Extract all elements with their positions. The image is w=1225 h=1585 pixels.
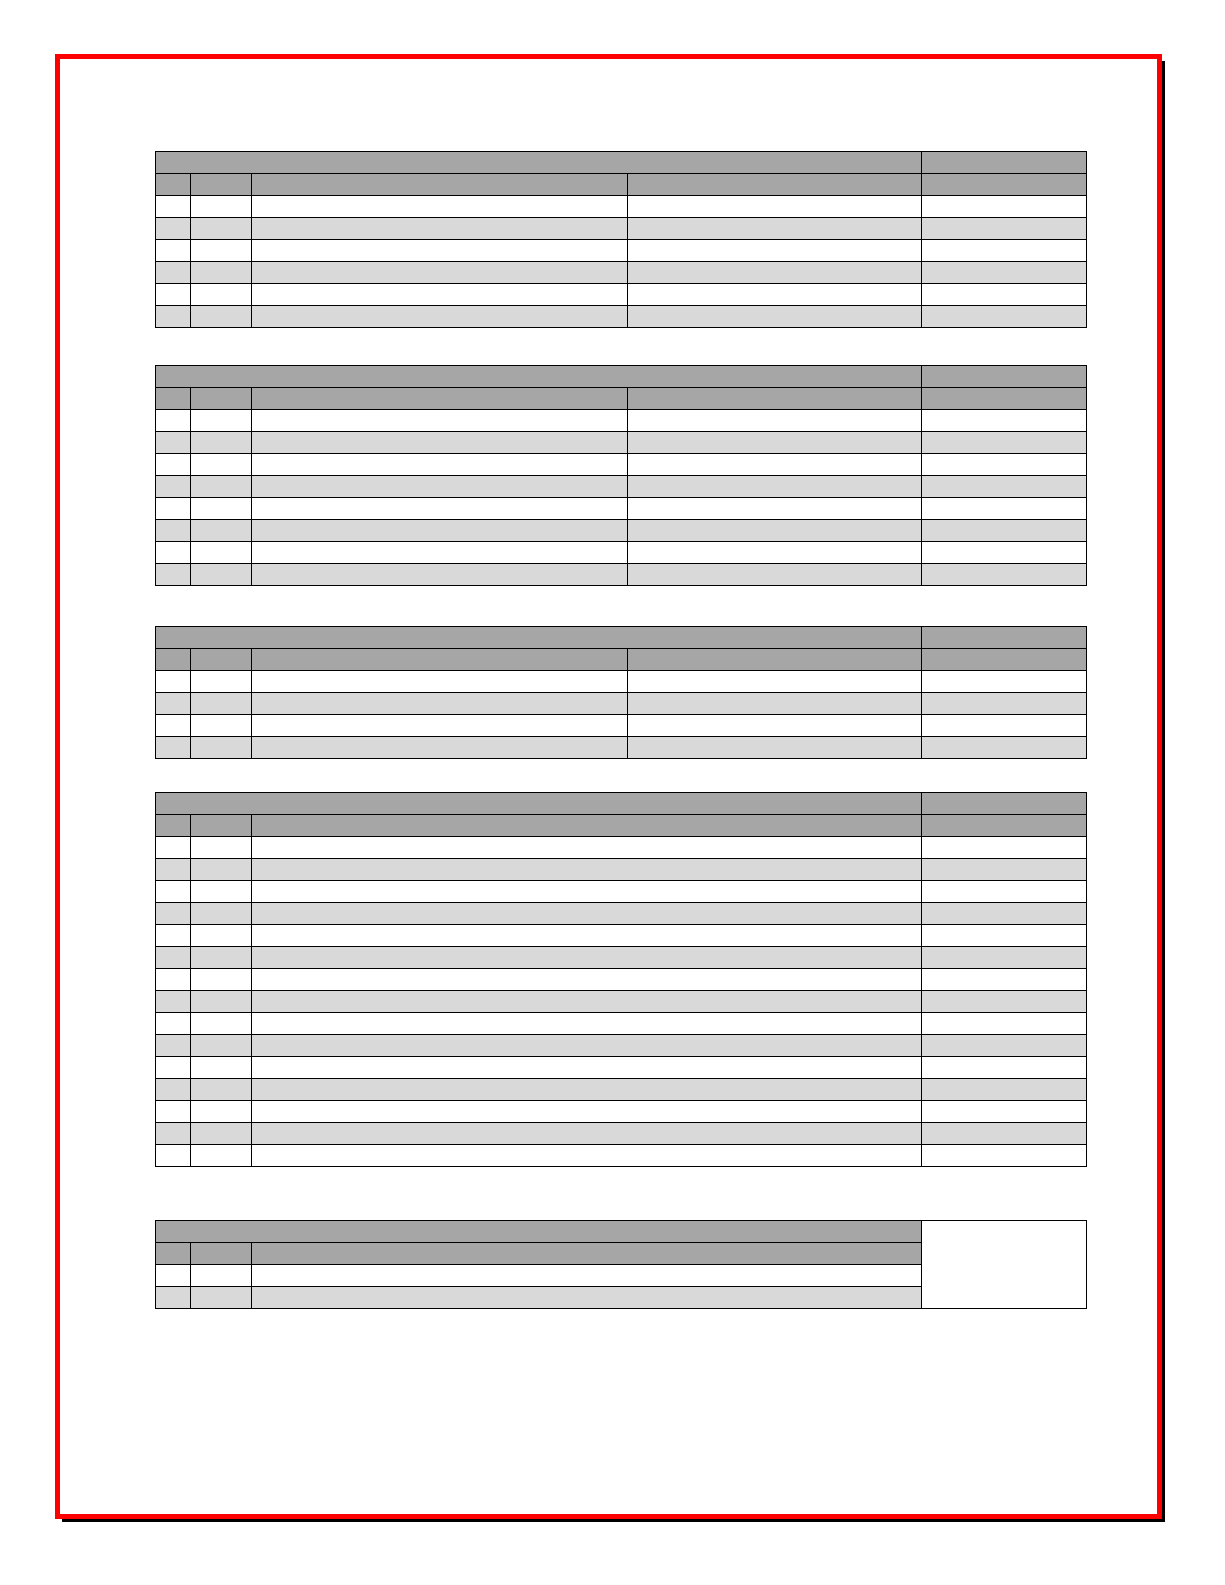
table-cell (922, 1079, 1087, 1101)
table-cell (191, 1287, 252, 1309)
table-cell (156, 1145, 191, 1167)
table-cell (922, 240, 1087, 262)
table-cell (191, 671, 252, 693)
table-cell (191, 969, 252, 991)
table-cell (156, 410, 191, 432)
table-cell (922, 903, 1087, 925)
table-cell (628, 715, 922, 737)
table-cell (191, 991, 252, 1013)
table-title (156, 152, 922, 174)
table-cell (628, 476, 922, 498)
table-cell (156, 306, 191, 328)
table-cell (922, 218, 1087, 240)
table-cell (156, 737, 191, 759)
table-cell (191, 1101, 252, 1123)
table-cell (252, 1057, 922, 1079)
table-cell (922, 564, 1087, 586)
table-header-row (156, 174, 1087, 196)
table-cell (156, 1287, 191, 1309)
table-cell (922, 1035, 1087, 1057)
table-cell (922, 520, 1087, 542)
table-row (156, 498, 1087, 520)
table-cell (191, 1013, 252, 1035)
table-cell (922, 1013, 1087, 1035)
table-cell (628, 196, 922, 218)
table-cell (191, 925, 252, 947)
table-row (156, 737, 1087, 759)
table-cell (922, 969, 1087, 991)
table-cell (922, 262, 1087, 284)
table-cell (191, 715, 252, 737)
table-cell (191, 476, 252, 498)
table-cell (252, 1035, 922, 1057)
table-cell (252, 542, 628, 564)
table-cell (252, 520, 628, 542)
table-cell (191, 432, 252, 454)
table-cell (156, 859, 191, 881)
column-header (922, 649, 1087, 671)
table-row (156, 1145, 1087, 1167)
table-cell (156, 520, 191, 542)
table-cell (191, 903, 252, 925)
table-row (156, 1057, 1087, 1079)
table-cell (252, 564, 628, 586)
table-row (156, 1079, 1087, 1101)
table-row (156, 903, 1087, 925)
table-cell (922, 454, 1087, 476)
table-cell (922, 737, 1087, 759)
table-cell (252, 410, 628, 432)
table-row (156, 947, 1087, 969)
table-row (156, 1123, 1087, 1145)
table-cell (156, 1035, 191, 1057)
table-row (156, 432, 1087, 454)
schedule-table-1 (155, 151, 1087, 328)
table-cell (628, 737, 922, 759)
table-cell (191, 837, 252, 859)
column-header (922, 388, 1087, 410)
column-header (252, 815, 922, 837)
column-header (922, 174, 1087, 196)
table-cell (922, 859, 1087, 881)
table-cell (191, 1079, 252, 1101)
table-cell (191, 859, 252, 881)
table-cell (156, 542, 191, 564)
table-row (156, 859, 1087, 881)
table-cell (922, 837, 1087, 859)
column-header (191, 649, 252, 671)
table-cell (252, 947, 922, 969)
table-cell (156, 1013, 191, 1035)
table-cell (922, 947, 1087, 969)
table-cell (628, 432, 922, 454)
table-cell (191, 1035, 252, 1057)
table-cell (922, 306, 1087, 328)
table-cell (628, 240, 922, 262)
table-cell (922, 410, 1087, 432)
table-title-right (922, 152, 1087, 174)
table-cell (156, 969, 191, 991)
table-title-row (156, 1221, 1087, 1243)
table-cell (191, 881, 252, 903)
table-cell (191, 498, 252, 520)
schedule-table-2 (155, 365, 1087, 586)
table-cell (156, 1265, 191, 1287)
table-cell (922, 284, 1087, 306)
table-cell (252, 925, 922, 947)
table-cell (922, 542, 1087, 564)
table-cell (156, 240, 191, 262)
table-cell (922, 1123, 1087, 1145)
table-title-right (922, 366, 1087, 388)
table-cell (156, 284, 191, 306)
table-title (156, 627, 922, 649)
table-cell (922, 196, 1087, 218)
column-header (628, 174, 922, 196)
table-cell (628, 693, 922, 715)
table-cell (156, 218, 191, 240)
table-row (156, 564, 1087, 586)
table-row (156, 671, 1087, 693)
table-header-row (156, 815, 1087, 837)
table-header-row (156, 649, 1087, 671)
table-cell (156, 991, 191, 1013)
table-row (156, 196, 1087, 218)
table-title-row (156, 793, 1087, 815)
column-header (252, 1243, 922, 1265)
column-header (252, 388, 628, 410)
table-cell (252, 240, 628, 262)
table-cell (191, 1145, 252, 1167)
table-row (156, 991, 1087, 1013)
table-cell (252, 284, 628, 306)
table-title-right (922, 793, 1087, 815)
table-cell (922, 432, 1087, 454)
column-header (156, 388, 191, 410)
table-cell (156, 837, 191, 859)
schedule-table-3 (155, 626, 1087, 759)
table-row (156, 1035, 1087, 1057)
table-cell (191, 218, 252, 240)
table-cell (628, 564, 922, 586)
table-cell (252, 1079, 922, 1101)
table-title-row (156, 152, 1087, 174)
table-row (156, 542, 1087, 564)
table-cell (252, 306, 628, 328)
table-cell (628, 671, 922, 693)
table-row (156, 1101, 1087, 1123)
table-cell (922, 1101, 1087, 1123)
table-header-row (156, 388, 1087, 410)
table-row (156, 881, 1087, 903)
column-header (191, 1243, 252, 1265)
table-title-row (156, 627, 1087, 649)
table-cell (252, 432, 628, 454)
column-header (191, 815, 252, 837)
table-title (156, 366, 922, 388)
table-cell (252, 693, 628, 715)
side-box (922, 1221, 1087, 1309)
table-cell (628, 542, 922, 564)
table-cell (156, 671, 191, 693)
table-cell (156, 498, 191, 520)
table-cell (252, 715, 628, 737)
table-cell (191, 520, 252, 542)
table-title-row (156, 366, 1087, 388)
table-cell (252, 991, 922, 1013)
table-cell (252, 837, 922, 859)
table-cell (156, 715, 191, 737)
table-cell (156, 476, 191, 498)
column-header (252, 174, 628, 196)
table-cell (252, 737, 628, 759)
table-cell (191, 947, 252, 969)
column-header (156, 649, 191, 671)
table-cell (628, 218, 922, 240)
table-cell (252, 1123, 922, 1145)
column-header (252, 649, 628, 671)
table-cell (156, 1123, 191, 1145)
table-row (156, 262, 1087, 284)
table-cell (156, 564, 191, 586)
table-row (156, 715, 1087, 737)
table-row (156, 218, 1087, 240)
table-row (156, 837, 1087, 859)
column-header (156, 815, 191, 837)
table-cell (252, 476, 628, 498)
table-cell (156, 947, 191, 969)
table-cell (922, 693, 1087, 715)
column-header (191, 388, 252, 410)
table-cell (156, 1101, 191, 1123)
table-cell (922, 476, 1087, 498)
table-cell (922, 671, 1087, 693)
table-cell (156, 925, 191, 947)
table-cell (252, 1013, 922, 1035)
table-cell (252, 881, 922, 903)
column-header (156, 174, 191, 196)
column-header (191, 174, 252, 196)
table-cell (191, 262, 252, 284)
schedule-table-5 (155, 1220, 1087, 1309)
table-cell (922, 881, 1087, 903)
column-header (628, 388, 922, 410)
table-cell (922, 1145, 1087, 1167)
table-cell (156, 196, 191, 218)
table-cell (191, 737, 252, 759)
table-cell (922, 925, 1087, 947)
table-cell (156, 454, 191, 476)
table-row (156, 284, 1087, 306)
table-cell (191, 564, 252, 586)
table-cell (252, 1101, 922, 1123)
table-row (156, 925, 1087, 947)
schedule-table-4 (155, 792, 1087, 1167)
table-cell (922, 991, 1087, 1013)
table-cell (156, 1057, 191, 1079)
table-cell (191, 1057, 252, 1079)
table-cell (156, 903, 191, 925)
table-cell (191, 284, 252, 306)
table-cell (628, 284, 922, 306)
table-cell (628, 520, 922, 542)
table-cell (252, 1287, 922, 1309)
table-cell (191, 1123, 252, 1145)
table-row (156, 969, 1087, 991)
table-cell (191, 306, 252, 328)
table-row (156, 520, 1087, 542)
table-title (156, 793, 922, 815)
table-row (156, 306, 1087, 328)
table-cell (922, 1057, 1087, 1079)
table-title (156, 1221, 922, 1243)
table-cell (628, 498, 922, 520)
table-row (156, 476, 1087, 498)
table-row (156, 1013, 1087, 1035)
table-cell (922, 715, 1087, 737)
table-cell (628, 306, 922, 328)
column-header (628, 649, 922, 671)
table-cell (156, 693, 191, 715)
table-cell (252, 969, 922, 991)
table-cell (628, 262, 922, 284)
table-cell (156, 262, 191, 284)
table-cell (628, 410, 922, 432)
table-row (156, 240, 1087, 262)
table-title-right (922, 627, 1087, 649)
table-cell (252, 262, 628, 284)
table-cell (252, 454, 628, 476)
table-cell (252, 859, 922, 881)
table-cell (628, 454, 922, 476)
table-cell (156, 432, 191, 454)
column-header (922, 815, 1087, 837)
table-row (156, 410, 1087, 432)
table-cell (156, 1079, 191, 1101)
table-cell (252, 196, 628, 218)
table-cell (191, 542, 252, 564)
table-cell (252, 1145, 922, 1167)
table-cell (922, 498, 1087, 520)
table-cell (191, 454, 252, 476)
table-cell (252, 218, 628, 240)
table-cell (252, 498, 628, 520)
column-header (156, 1243, 191, 1265)
table-row (156, 693, 1087, 715)
table-cell (191, 1265, 252, 1287)
table-cell (191, 410, 252, 432)
table-cell (252, 903, 922, 925)
table-row (156, 454, 1087, 476)
table-cell (156, 881, 191, 903)
table-cell (252, 1265, 922, 1287)
table-cell (191, 693, 252, 715)
table-cell (191, 196, 252, 218)
table-cell (191, 240, 252, 262)
table-cell (252, 671, 628, 693)
